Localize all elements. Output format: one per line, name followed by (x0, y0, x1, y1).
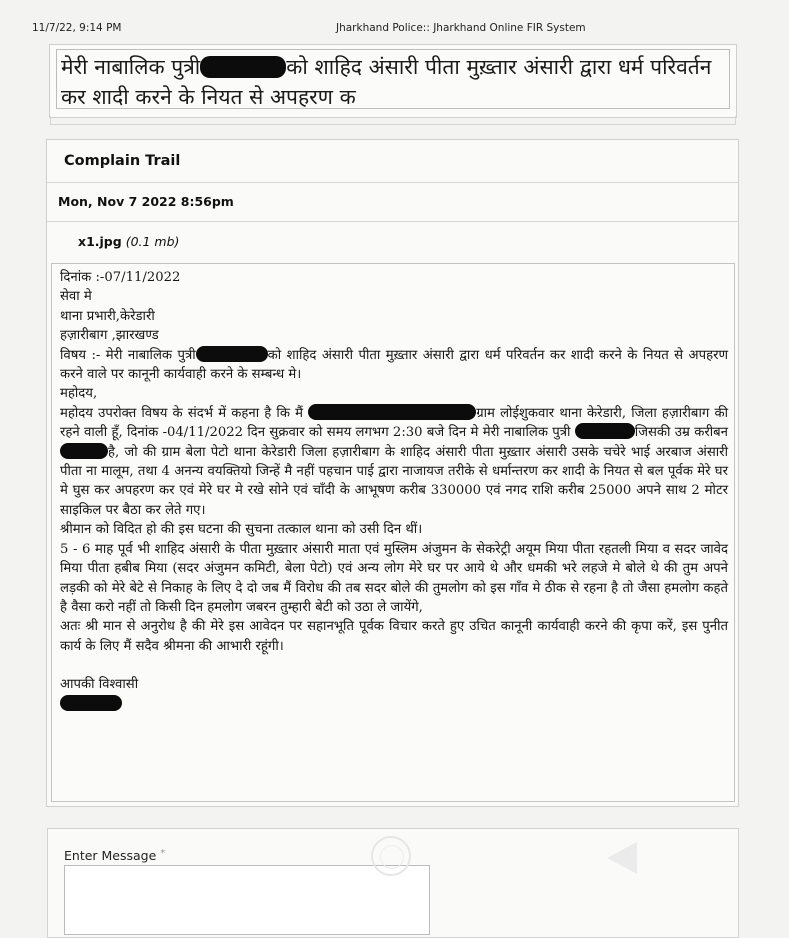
para1-part-a: महोदय उपरोक्त विषय के संदर्भ में कहना है कि मैं (60, 405, 304, 421)
letter-to-line-2: थाना प्रभारी,केरेडारी (60, 308, 155, 324)
letter-date: दिनांक :-07/11/2022 (60, 270, 181, 285)
message-input[interactable] (64, 865, 430, 935)
message-label (64, 848, 165, 863)
redacted-name (575, 423, 635, 439)
letter-image (51, 263, 735, 802)
complain-trail-card (46, 139, 739, 807)
complain-trail-heading: Complain Trail (47, 140, 738, 183)
letter-to-line-1: सेवा मे (60, 289, 92, 305)
post-date: Mon, Nov 7 2022 8:56pm (47, 183, 738, 222)
letter-para-3: 5 - 6 माह पूर्व भी शाहिद अंसारी के पीता मुख़्तार अंसारी माता एवं मुस्लिम अंजुमन के सेकरेट्री अयूम मिया पीता रहतली मिया व सदर जावेद मिया पीता हबीब मिया (सदर अंजुमन कमिटी, बेला पेटो) एवं अन्य लोग मेरे घर पर आये थे और धमकी भरे लहजे मे बोले थे की तुम अपने लड़की को मेरे बेटे से निकाह के लिए दे दो जब मैं विरोध की तब सदर बोले की तुमलोग को इस गाँव मे ठीक से रहना है तो जैसा हमलोग कहते है वैसा करो नहीं तो किसी दिन हमलोग जबरन तुम्हारी बेटी को उठा ले जायेंगे, (60, 541, 728, 615)
print-header (0, 22, 789, 38)
letter-to-line-3: हज़ारीबाग ,झारखण्ड (60, 328, 159, 344)
subject-after: को शाहिद अंसारी पीता मुख़्तार अंसारी द्वारा धर्म परिवर्तन कर शादी करने के नियत से अपहरण क (61, 55, 712, 109)
subject-box-strip (50, 116, 736, 125)
letter-para-2: श्रीमान को विदित हो की इस घटना की सुचना तत्काल थाना को उसी दिन थीं। (60, 522, 423, 538)
letter-signature (60, 695, 728, 714)
letter-para-4: अतः श्री मान से अनुरोध है की मेरे इस आवेदन पर सहानभूति पूर्वक विचार करते हुए उचित कानूनी कार्यवाही करने की कृपा करें, इस पुनीत कार्य के लिए मैं सदैव श्रीमना की आभारी रहूंगी। (60, 619, 728, 654)
print-site-title: Jharkhand Police:: Jharkhand Online FIR System (336, 22, 586, 34)
subject-text (56, 49, 730, 109)
required-mark: * (160, 848, 166, 859)
letter-subject-prefix: विषय :- मेरी नाबालिक पुत्री (60, 347, 196, 363)
para1-part-c: जिसकी उम्र करीबन (634, 425, 728, 441)
para1-part-b: ग्राम लोईशुकवार थाना केरेडारी, जिला हज़ारीबाग की रहने वाली हूँ, दिनांक -04/11/2022 दिन सुक्रवार को समय लगभग 2:30 बजे दिन मे मेरी नाबालिक पुत्री (60, 405, 729, 441)
letter-subject-rest: को शाहिद अंसारी पीता मुख़्तार अंसारी द्वारा धर्म परिवर्तन कर शादी करने के नियत से अपहरण करने वाले पर कानूनी कार्यवाही करने के सम्बन्ध मे। (60, 347, 728, 383)
para1-part-d: है, जो की ग्राम बेला पेटो थाना केरेडारी जिला हज़ारीबाग के शाहिद अंसारी पीता मुख़्तार अंसारी उसके चचेरे भाई अरबाज अंसारी पीता ना मालूम, तथा 4 अनन्य वयक्तियो जिन्हें मै नहीं पहचान पाई द्वारा नाजायज तरीके से धर्मान्तरण कर शादी के नियत से बल पूर्वक मेरे घर मे घुस कर अपहरण कर एवं मेरे घर मे रखे सोने एवं चाँदी के आभूषण करीब 330000 एवं नगद राशि करीब 25000 अपने साथ 2 मोटर साइकिल पर बैठा कर लेते गए। (60, 444, 728, 518)
redacted-name (196, 346, 268, 362)
subject-before: मेरी नाबालिक पुत्री (61, 55, 201, 79)
letter-salutation: महोदय, (60, 386, 98, 402)
redacted-name (200, 56, 286, 78)
attachment-size: (0.1 mb) (125, 234, 180, 249)
print-datetime: 11/7/22, 9:14 PM (32, 22, 122, 34)
letter-para-1 (60, 404, 728, 520)
attachment-link[interactable]: x1.jpg (78, 234, 122, 249)
subject-box (49, 44, 737, 118)
redacted-name (308, 404, 476, 420)
letter-closing: आपकी विश्वासी (60, 677, 139, 693)
back-triangle-icon (607, 842, 637, 874)
message-label-text: Enter Message (64, 848, 157, 863)
redacted-age (60, 443, 108, 459)
redacted-signature (60, 695, 122, 711)
home-circle-icon (371, 836, 411, 876)
letter-spacer (60, 656, 728, 675)
attachment-row (47, 222, 738, 262)
letter-subject (60, 346, 728, 385)
